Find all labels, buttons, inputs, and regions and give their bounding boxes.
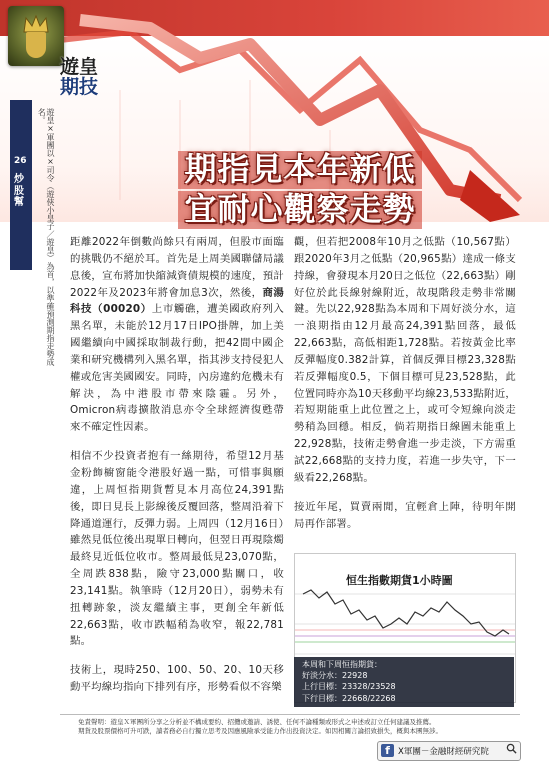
column-title-2: 期技 — [60, 75, 99, 98]
author-note: 遊皇×軍團以×司令（遊俠小皇子／遊皇）為首，以準確預測期指走勢成名。 — [37, 108, 55, 366]
paragraph: 接近年尾，買賣兩閒，宜輕倉上陣，待明年開局再作部署。 — [294, 500, 516, 530]
paragraph: 距離2022年倒數尚餘只有兩周，但股市面臨的挑戰仍不絕於耳。首先是上周美國聯儲局議息後，宣布將加快縮減資債規模的速度，預計2022年及2023年將會加息3次，然後，商湯科技（00020）上市觸礁，遭美國政府列入黑名單，未能於12月17日IPO掛牌，加上美國繼續向中國採取制裁行動，把42間中國企業和研究機構列入黑名單，指其涉支持侵犯人權或危害美國國安。同時，內房違約危機未有解決，為中港股市帶來陰霾。另外，Omicron病毒擴散消息亦令全球經濟復甦帶來不確定性因素。 — [70, 236, 284, 434]
paragraph: 觀，但若把2008年10月之低點（10,567點）跟2020年3月之低點（20,965點）達成一條支持線，會發現本月20日之低位（22,663點）剛好位於此長線射線附近，故現階段走勢非常關鍵。先以22,928點為本周和下周好淡分水，這一浪期指由12月最高24,391點回落，最低22,663點，高低相距1,728點。若按黃金比率反彈幅度0.382計算，首個反彈目標23,328點若反彈幅度0.5，下個目標可見23,528點，此位置同時亦為10天移動平均線23,533點附近，若短期能重上此位置之上，或可令短線向淡走勢稍為回穩。相反，倘若期指日線圖未能重上22,928點，技術走勢會進一步走淡，下方需重試22,668點的支持力度，若進一步失守，下一級看22,268點。 — [294, 236, 516, 484]
section-label: 炒股幫 — [14, 174, 24, 208]
paragraph: 相信不少投資者抱有一絲期待，希望12月基金粉飾櫥窗能令港股好過一點，可惜事與願違，上周恒指期貨暫見本月高位24,391點後，即日見長上影線後反覆回落，整周沿着下降通道運行，反彈力弱。上周四（12月16日）雖然見低位後出現單日轉向，但翌日再現陰燭最終見近低位收市。整周最低見23,070點，全周跌838點，險守23,000點關口，收23,141點。執筆時（12月20日），弱勢未有扭轉跡象，淡友繼續主事，更創全年新低22,663點，收市跌幅稍為收窄，報22,781點。 — [70, 450, 284, 648]
keyword: 商湯科技（00020） — [70, 286, 284, 316]
logo-emblem — [8, 6, 64, 66]
footer-divider — [60, 714, 520, 715]
headline — [150, 150, 450, 230]
chart-title: 恒生指數期貨1小時圖 — [346, 574, 453, 587]
facebook-page-name: X軍團－金融財經研究院 — [398, 747, 489, 757]
info-line: 上行目標：23328/23528 — [302, 682, 396, 692]
disclaimer-line: 期貨及股票價格可升可跌，讀者務必自行獨立思考及因應風險承受能力作出投資決定。如因相關言論招致損失，概與本團無涉。 — [78, 727, 442, 736]
facebook-page-link[interactable] — [377, 741, 521, 761]
disclaimer-line: 免責聲明：遊皇Ｘ軍團所分享之分析並不構成要約、招攬或邀請、誘使、任何不論種類或形式之申述或訂立任何建議及推薦。 — [78, 718, 436, 726]
crown-icon — [22, 14, 50, 34]
search-icon — [506, 743, 517, 754]
column-title — [60, 58, 98, 98]
article-column-right — [294, 234, 516, 544]
disclaimer — [78, 718, 508, 737]
info-line: 下行目標：22668/22268 — [302, 693, 396, 703]
article-column-left — [70, 234, 284, 708]
page-number: 26 — [14, 156, 27, 166]
info-line: 好淡分水：22928 — [302, 671, 368, 681]
column-title-1: 遊皇 — [60, 56, 99, 78]
facebook-icon: f — [381, 744, 394, 757]
chart-info-panel — [294, 657, 514, 707]
headline-line-1: 期指見本年新低 — [178, 151, 421, 189]
paragraph: 技術上，現時250、100、50、20、10天移動平均線均指向下排列有序，形勢看似不容樂 — [70, 664, 284, 694]
shield-icon — [26, 32, 46, 58]
info-heading: 本周和下周恒指期貨： — [302, 660, 382, 669]
headline-line-2: 宜耐心觀察走勢 — [178, 191, 421, 229]
